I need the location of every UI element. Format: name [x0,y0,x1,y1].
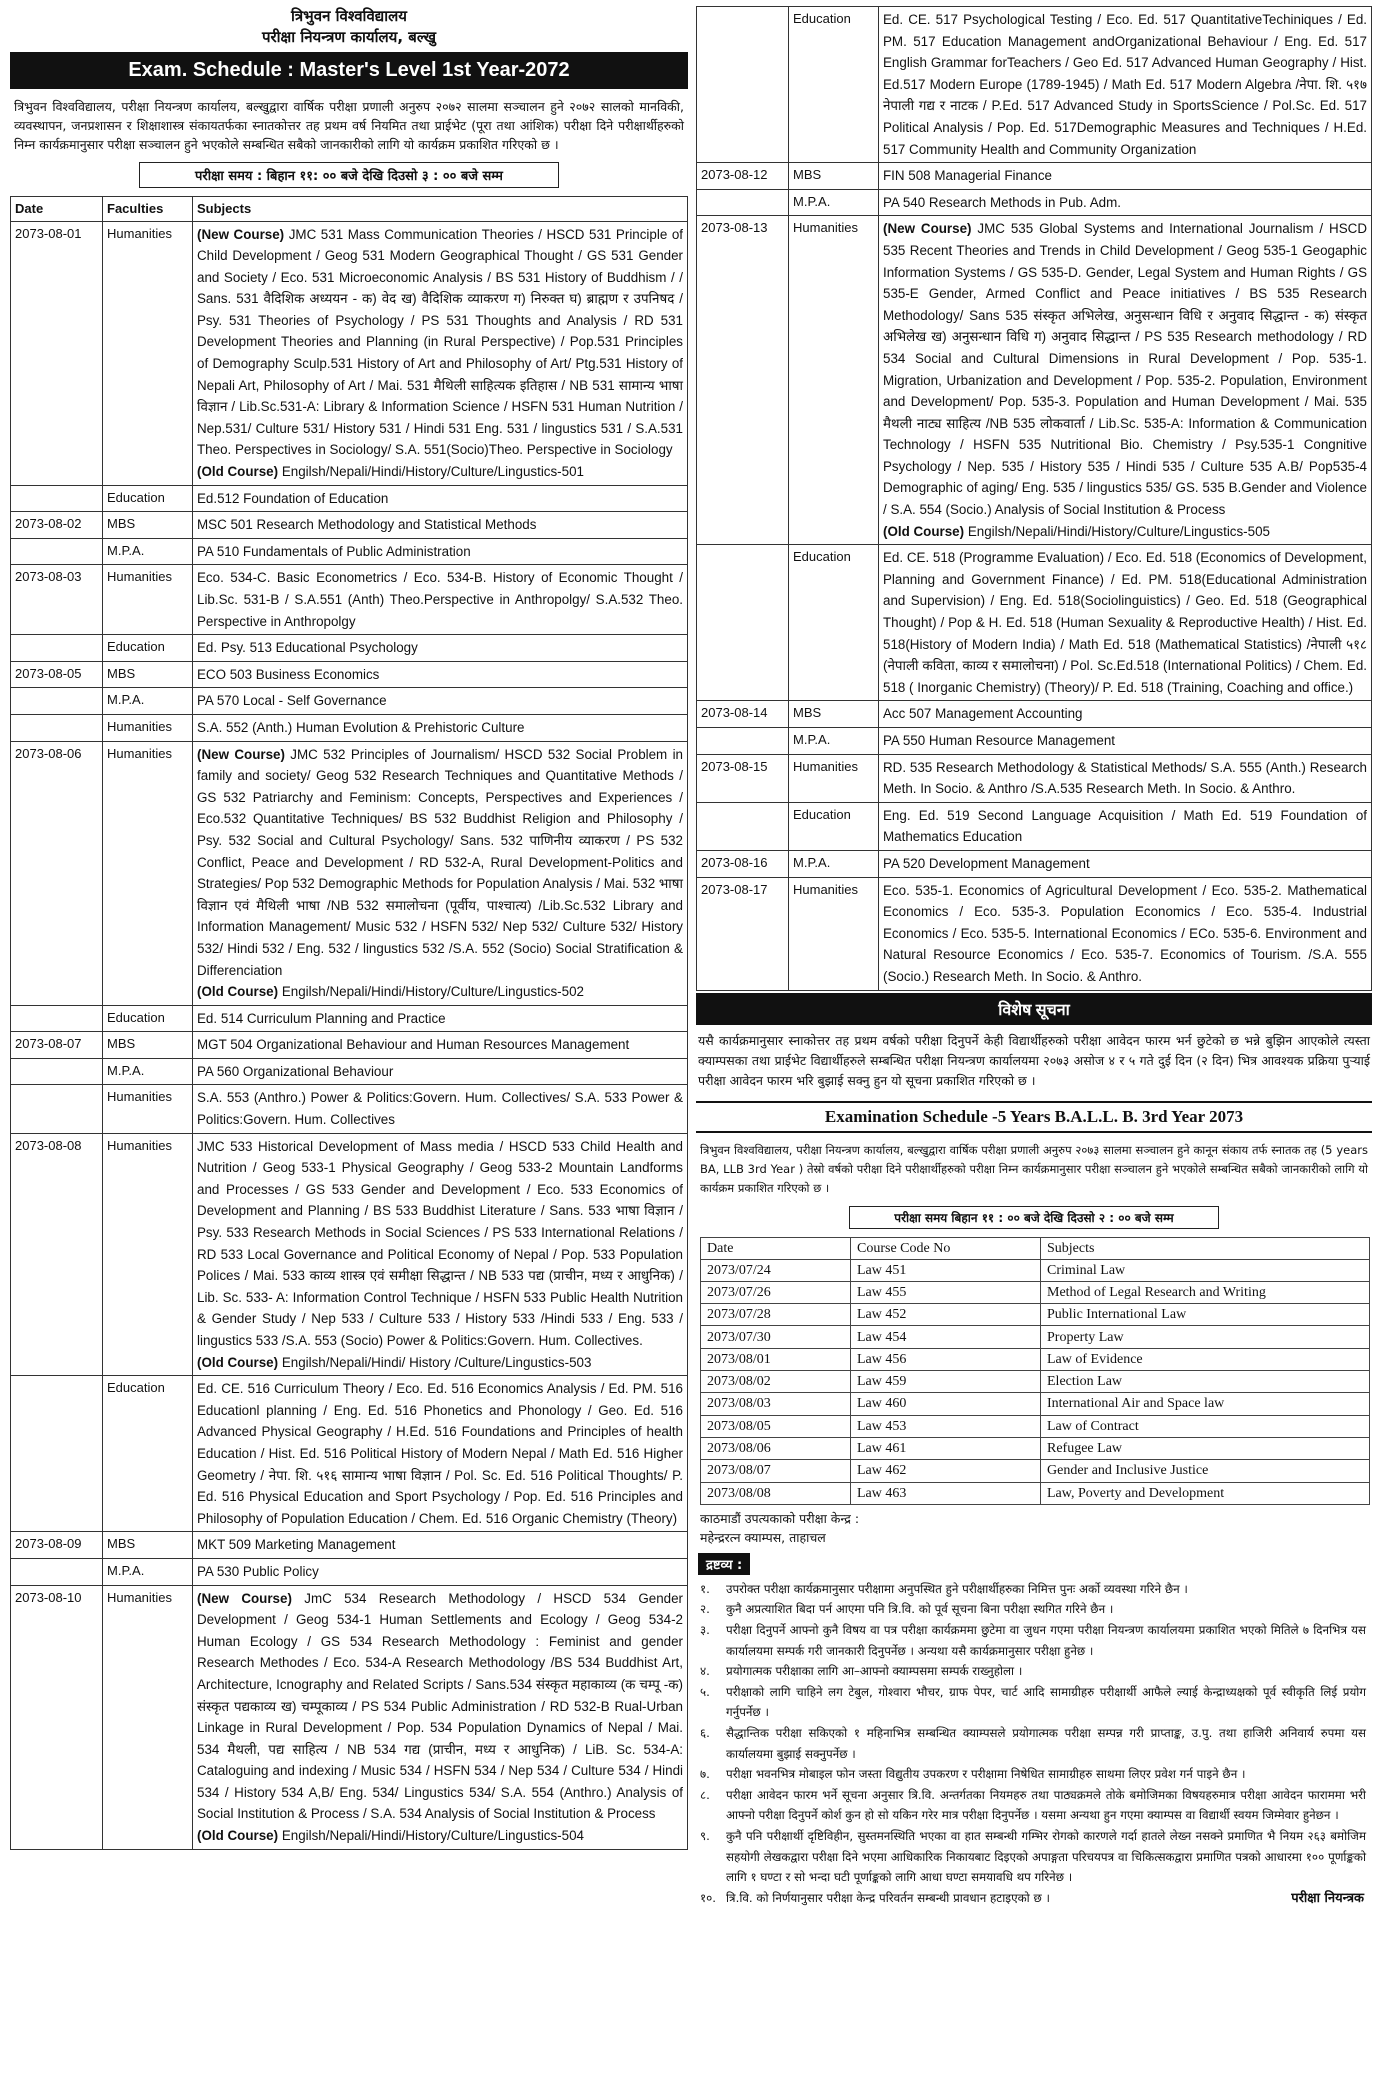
law-date: 2073/08/07 [701,1460,851,1482]
row-faculty: Education [103,485,193,512]
row-faculty: MBS [789,163,879,190]
row-faculty: Humanities [103,565,193,635]
row-date: 2073-08-06 [11,741,103,1005]
row-faculty: Education [789,545,879,701]
row-subjects [879,701,1372,728]
row-date [11,714,103,741]
law-code: Law 452 [851,1304,1041,1326]
law-row [701,1415,1370,1437]
law-row [701,1460,1370,1482]
row-faculty: M.P.A. [789,850,879,877]
law-row [701,1371,1370,1393]
row-faculty: MBS [103,1532,193,1559]
row-subjects [193,1005,688,1032]
table-row [11,714,688,741]
law-date: 2073/08/05 [701,1415,851,1437]
subject-text: PA 530 Public Policy [197,1563,319,1579]
table-row [697,850,1372,877]
row-date [697,7,789,163]
subject-text: PA 520 Development Management [883,855,1090,871]
table-row [11,538,688,565]
note-item [696,1888,1372,1909]
course-tag: (New Course) [197,226,285,242]
row-subjects [193,1585,688,1849]
subject-text: Engilsh/Nepali/Hindi/History/Culture/Lingustics-504 [278,1828,584,1844]
table-row [697,728,1372,755]
subject-text: Ed. Psy. 513 Educational Psychology [197,640,418,656]
law-date: 2073/08/01 [701,1348,851,1370]
row-faculty: M.P.A. [789,728,879,755]
row-date [697,189,789,216]
law-schedule-table [700,1237,1370,1505]
law-subject: Election Law [1041,1371,1370,1393]
law-subject: Criminal Law [1041,1259,1370,1281]
law-date: 2073/07/24 [701,1259,851,1281]
law-code: Law 454 [851,1326,1041,1348]
table-row [11,688,688,715]
subject-text: PA 540 Research Methods in Pub. Adm. [883,194,1121,210]
subject-text: RD. 535 Research Methodology & Statistical Methods/ S.A. 555 (Anth.) Research Meth. In Socio. & Anthro /S.A.535 Research Meth. In Socio. & Anthro. [883,759,1367,797]
table-row [697,216,1372,545]
note-text: परीक्षा भवनभित्र मोबाइल फोन जस्ता विद्युतीय उपकरण र परीक्षामा निषेधित सामाग्रीहरु साथमा लिएर प्रवेश गर्न पाइने छैन । [726,1767,1246,1782]
row-date [11,1558,103,1585]
table-row [11,565,688,635]
row-date [697,802,789,850]
table-row [11,1133,688,1376]
row-date: 2073-08-09 [11,1532,103,1559]
note-item [696,1599,1372,1620]
table-header-row [11,197,688,222]
law-header-code: Course Code No [851,1237,1041,1259]
note-item [696,1785,1372,1826]
law-code: Law 459 [851,1371,1041,1393]
row-faculty: M.P.A. [103,1058,193,1085]
row-faculty: Humanities [103,1133,193,1376]
right-column [696,6,1372,1906]
subject-text: FIN 508 Managerial Finance [883,168,1052,184]
row-subjects [193,635,688,662]
subject-text: Eco. 534-C. Basic Econometrics / Eco. 534-B. History of Economic Thought / Lib.Sc. 531-B / S.A.551 (Anth) Theo.Perspective in Anthropolgy/ S.A.532 Theo. Perspective in Anthropolgy [197,570,683,629]
subject-text: Acc 507 Management Accounting [883,706,1083,722]
exam-centre [696,1505,1372,1551]
header-subjects: Subjects [193,197,688,222]
note-number: ७. [700,1767,710,1782]
row-date: 2073-08-15 [697,754,789,802]
row-faculty: Humanities [103,221,193,485]
row-subjects [193,688,688,715]
subject-text: MGT 504 Organizational Behaviour and Human Resources Management [197,1037,630,1053]
law-subject: Refugee Law [1041,1437,1370,1459]
row-subjects [879,728,1372,755]
university-name: त्रिभुवन विश्वविद्यालय [291,7,407,25]
table-row [697,189,1372,216]
row-faculty: Humanities [103,1085,193,1133]
subject-text: S.A. 552 (Anth.) Human Evolution & Prehistoric Culture [197,719,525,735]
note-item [696,1826,1372,1888]
note-item [696,1764,1372,1785]
course-tag: (Old Course) [883,523,965,539]
law-row [701,1281,1370,1303]
row-subjects [193,1558,688,1585]
row-faculty: M.P.A. [103,538,193,565]
row-faculty: MBS [103,1032,193,1059]
row-date: 2073-08-17 [697,877,789,990]
row-faculty: Education [789,802,879,850]
note-text: सैद्धान्तिक परीक्षा सकिएको १ महिनाभित्र सम्बन्धित क्याम्पसले प्रयोगात्मक परीक्षा सम्पन्न गरी प्राप्ताङ्क, उ.पु. तथा हाजिरी अनिवार्य रुपमा यस कार्यालयमा बुझाई सक्नुपर्नेछ । [726,1725,1366,1761]
subject-text: Ed. 514 Curriculum Planning and Practice [197,1010,446,1026]
table-row [11,1085,688,1133]
course-tag: (Old Course) [197,464,279,480]
table-row [697,701,1372,728]
row-subjects [193,661,688,688]
note-number: १०. [700,1890,717,1905]
note-number: ५. [700,1684,710,1699]
special-notice-text: यसै कार्यक्रमानुसार स्नाकोत्तर तह प्रथम वर्षको परीक्षा दिनुपर्ने केही विद्यार्थीहरुको परीक्षा आवेदन फारम भर्न छुटेको छ भन्ने बुझिन आएकोले त्यस्ता क्याम्पसका तथा प्राईभेट विद्यार्थीहरुले सम्बन्धित परीक्षा नियन्त्रण कार्यालयमा २०७३ असोज ४ र ५ गते दुई दिन (२ दिन) भित्र आवश्यक प्रक्रिया पुऱ्याई परीक्षा आवेदन फारम भरि बुझाई सक्नु हुन यो सूचना प्रकाशित गरिएको छ । [698,1032,1370,1088]
law-row [701,1393,1370,1415]
note-number: ६. [700,1725,710,1740]
exam-centre-value: महेन्द्ररत्न क्याम्पस, ताहाचल [700,1529,826,1545]
row-faculty: Humanities [103,741,193,1005]
table-row [11,512,688,539]
table-row [697,7,1372,163]
row-date: 2073-08-02 [11,512,103,539]
row-faculty: MBS [789,701,879,728]
note-item [696,1661,1372,1682]
row-subjects [193,741,688,1005]
subject-text: Engilsh/Nepali/Hindi/History/Culture/Lingustics-501 [278,464,584,480]
row-subjects [879,802,1372,850]
table-row [11,1585,688,1849]
row-subjects [193,1032,688,1059]
table-row [697,877,1372,990]
law-schedule-body [701,1259,1370,1504]
row-subjects [193,1058,688,1085]
special-notice-title: विशेष सूचना [696,993,1372,1025]
row-date: 2073-08-12 [697,163,789,190]
row-date: 2073-08-08 [11,1133,103,1376]
table-row [11,1532,688,1559]
note-text: परीक्षा दिनुपर्ने आफ्नो कुनै विषय वा पत्र परीक्षा कार्यक्रममा छुटेमा वा जुधन गएमा परीक्षा नियन्त्रण कार्यालयमा प्रकाशित भएको मितिले ७ दिनभित्र यस कार्यालयमा सम्पर्क गरी जानकारी दिनुपर्नेछ । अन्यथा यसै कार्यक्रमानुसार परीक्षा हुनेछ । [726,1622,1366,1658]
left-column [10,6,688,1850]
row-faculty: Education [789,7,879,163]
schedule-table-left [10,196,688,1850]
intro-paragraph: त्रिभुवन विश्वविद्यालय, परीक्षा नियन्त्रण कार्यालय, बल्खुद्वारा वार्षिक परीक्षा प्रणाली अनुरुप २०७२ सालमा सञ्चालन हुने २०७२ सालको मानविकी, व्यवस्थापन, जनप्रशासन र शिक्षाशास्त्र संकायतर्फका स्नातकोत्तर तह प्रथम वर्ष नियमित तथा प्राईभेट (पूरा तथा आंशिक) परीक्षा दिने परीक्षार्थीहरुको निम्न कार्यक्रमानुसार परीक्षा सञ्चालन हुने भएकोले सम्बन्धित सबैको जानकारीको लागि यो कार्यक्रम प्रकाशित गरिएको छ । [14,99,684,152]
note-number: ८. [700,1787,710,1802]
row-date [697,545,789,701]
subject-text: ECO 503 Business Economics [197,666,380,682]
subject-text: MSC 501 Research Methodology and Statistical Methods [197,517,537,533]
subject-text: Eng. Ed. 519 Second Language Acquisition / Math Ed. 519 Foundation of Mathematics Education [883,807,1367,845]
schedule-body-right [697,7,1372,991]
law-code: Law 451 [851,1259,1041,1281]
row-subjects [879,877,1372,990]
table-row [11,1058,688,1085]
row-date: 2073-08-16 [697,850,789,877]
row-subjects [193,512,688,539]
course-tag: (Old Course) [197,984,279,1000]
notes-title: द्रष्टव्य : [698,1553,750,1575]
row-subjects [193,1376,688,1532]
law-row [701,1326,1370,1348]
row-faculty: M.P.A. [789,189,879,216]
course-tag: (New Course) [883,221,972,237]
table-row [11,1032,688,1059]
note-text: उपरोक्त परीक्षा कार्यक्रमानुसार परीक्षामा अनुपस्थित हुने परीक्षार्थीहरुका निमित्त पुनः अर्को व्यवस्था गरिने छैन । [726,1581,1188,1596]
note-number: १. [700,1581,710,1596]
row-subjects [193,221,688,485]
row-date: 2073-08-07 [11,1032,103,1059]
table-row [11,1376,688,1532]
law-header-subjects: Subjects [1041,1237,1370,1259]
table-row [11,221,688,485]
row-faculty: Education [103,635,193,662]
subject-text: JMC 533 Historical Development of Mass media / HSCD 533 Child Health and Nutrition / Geog 533-1 Physical Geography / Geog 533-2 Mountain Landforms and Processes / GS 533 Gender and Development / Eco. 533 Economics of Development and Planning / BS 533 Buddhist Literature / Sans. 533 भाषा विज्ञान / Psy. 533 Research Methods in Social Sciences / PS 533 International Relations / RD 533 Local Governance and Political Economy of Nepal / Pop. 533 Population Polices / Mai. 533 काव्य शास्त्र एवं समीक्षा सिद्धान्त / NB 533 पद्य (प्राचीन, मध्य र आधुनिक) / Lib. Sc. 533- A: Information Control Technique / HSFN 533 Public Health Nutrition & Gender Study / Nep 533 / Culture 533 / History 533 /Hindi 533 / Eng. 533 / lingustics 533 /S.A. 553 (Socio) Power & Politics:Govern. Hum. Collectives. [197,1138,683,1348]
row-subjects [193,1085,688,1133]
law-code: Law 462 [851,1460,1041,1482]
law-date: 2073/08/02 [701,1371,851,1393]
table-row [11,741,688,1005]
row-faculty: Humanities [103,1585,193,1849]
law-date: 2073/08/08 [701,1482,851,1504]
table-row [697,545,1372,701]
note-item [696,1723,1372,1764]
table-row [697,163,1372,190]
row-subjects [193,1532,688,1559]
course-tag: (New Course) [197,746,285,762]
note-number: ३. [700,1622,710,1637]
row-subjects [879,850,1372,877]
note-number: २. [700,1602,710,1617]
row-subjects [879,7,1372,163]
row-date: 2073-08-14 [697,701,789,728]
subject-text: Ed. CE. 516 Curriculum Theory / Eco. Ed. 516 Economics Analysis / Ed. PM. 516 Educationl planning / Eng. Ed. 516 Phonetics and Phonology / Geo. Ed. 516 Advanced Physical Geography / H.Ed. 516 Foundations and Principles of health Education / Hist. Ed. 516 Political History of Modern Nepal / Math Ed. 516 Higher Geometry / नेपा. शि. ५१६ सामान्य भाषा विज्ञान / Pol. Sc. Ed. 516 Political Thoughts/ P. Ed. 516 Physical Education and Sport Psychology / Pop. Ed. 516 Principles and Philosophy of Population Education / Chem. Ed. 516 Organic Chemistry (Theory) [197,1381,683,1526]
row-date: 2073-08-13 [697,216,789,545]
row-faculty: M.P.A. [103,688,193,715]
subject-text: Eco. 535-1. Economics of Agricultural Development / Eco. 535-2. Mathematical Economics / Eco. 535-3. Population Economics / Eco. 535-4. Industrial Economics / Eco. 535-5. International Economics / ECo. 535-6. Environment and Natural Resource Economics / Eco. 535-7. Economics of Tourism. /S.A. 555 (Socio.) Research Meth. In Socio. & Anthro. [883,882,1367,984]
subject-text: Engilsh/Nepali/Hindi/History/Culture/Lingustics-505 [964,523,1270,539]
law-subject: Law of Evidence [1041,1348,1370,1370]
note-text: त्रि.वि. को निर्णयानुसार परीक्षा केन्द्र परिवर्तन सम्बन्धी प्रावधान हटाइएको छ । [726,1890,1050,1905]
course-tag: (Old Course) [197,1828,279,1844]
law-code: Law 456 [851,1348,1041,1370]
table-row [697,802,1372,850]
table-row [697,754,1372,802]
ballb-title-text: Examination Schedule -5 Years B.A.L.L. B. 3rd Year 2073 [824,1106,1244,1126]
row-subjects [193,538,688,565]
row-subjects [193,565,688,635]
subject-text: PA 560 Organizational Behaviour [197,1063,394,1079]
subject-text: S.A. 553 (Anthro.) Power & Politics:Govern. Hum. Collectives/ S.A. 533 Power & Politics:Govern. Hum. Collectives [197,1090,683,1128]
subject-text: JMC 532 Principles of Journalism/ HSCD 532 Social Problem in family and society/ Geog 532 Research Techniques and Quantitative Methods / GS 532 Patriarchy and Feminism: Concepts, Perspectives and Experiences / Eco.532 Quantitative Techniques/ BS 532 Buddhist Religion and Philosophy / Psy. 532 Social and Cultural Psychology/ Sans. 532 पाणिनीय व्याकरण / PS 532 Conflict, Peace and Development / RD 532-A, Rural Development-Politics and Strategies/ Pop 532 Demographic Methods for Population Analysis / Mai. 532 भाषा विज्ञान एवं मैथिली भाषा /NB 532 समालोचना (पूर्वीय, पाश्चात्य) /Lib.Sc.532 Library and Information Management/ Music 532 / HSFN 532/ Nep 532/ Culture 532/ History 532/ Hindi 532 / Eng. 532 / lingustics 532 /S.A. 552 (Socio) Social Stratification & Differenciation [197,746,683,978]
subject-text: JMC 535 Global Systems and International Journalism / HSCD 535 Recent Theories and Trends in Child Development / Geog 535-1 Geogaphic Information Systems / GS 535-D. Gender, Legal System and Human Rights / GS 535-E Gender, Armed Conflict and Peace initiatives / BS 535 Research Methodology/ Sans 535 संस्कृत अभिलेख, अनुसन्धान विधि र अनुवाद सिद्धान्त - क) संस्कृत अभिलेख ख) अनुसन्धान विधि ग) अनुवाद सिद्धान्त / PS 535 Research methodology / RD 534 Social and Cultural Dimensions in Rural Development / Pop. 535-1. Migration, Urbanization and Development / Pop. 535-2. Population, Environment and Development/ Pop. 535-3. Population and Human Development / Mai. 535 मैथली नाट्य साहित्य /NB 535 लोकवार्ता / Lib.Sc. 535-A: Information & Communication Technology / HSFN 535 Nutritional Bio. Chemistry / Psy.535-1 Congnitive Psychology / Nep. 535 / History 535 / Hindi 535 / Culture 535 A.B/ Pop535-4 Demographic of aging/ Eng. 535 / lingustics 535/ GS. 535 B.Gender and Violence / S.A. 554 (Socio.) Analysis of Social Institution & Process [883,221,1367,518]
header-date: Date [11,197,103,222]
ballb-title [696,1101,1372,1133]
table-row [11,661,688,688]
row-faculty: MBS [103,512,193,539]
table-row [11,1558,688,1585]
subject-text: PA 550 Human Resource Management [883,733,1115,748]
law-date: 2073/08/03 [701,1393,851,1415]
law-header-date: Date [701,1237,851,1259]
law-date: 2073/07/30 [701,1326,851,1348]
subject-text: Engilsh/Nepali/Hindi/ History /Culture/Lingustics-503 [278,1354,592,1370]
law-row [701,1259,1370,1281]
signature: परीक्षा नियन्त्रक [1291,1891,1364,1907]
row-faculty: Humanities [789,754,879,802]
row-date [11,538,103,565]
row-subjects [879,754,1372,802]
law-row [701,1437,1370,1459]
subject-text: Ed. CE. 518 (Programme Evaluation) / Eco. Ed. 518 (Economics of Development, Planning and Government Finance) / Ed. PM. 518(Educational Administration and Supervision) / Eng. Ed. 518(Sociolinguistics) / Geo. Ed. 518 (Geographical Thought) / Pop & H. Ed. 518 (Human Sexuality & Reproductive Health) / Hist. Ed. 518(History of Modern India) / Math Ed. 518 (Mathematical Statistics) /नेपाली ५१८ (नेपाली कविता, काव्य र समालोचना) / Pol. Sc.Ed.518 (International Politics) / Chem. Ed. 518 ( Inorganic Chemistry) (Theory)/ P. Ed. 518 (Training, Coaching and office.) [883,550,1367,695]
row-subjects [879,216,1372,545]
law-row [701,1304,1370,1326]
law-subject: Gender and Inclusive Justice [1041,1460,1370,1482]
note-number: ४. [700,1664,710,1679]
subject-text: PA 510 Fundamentals of Public Administration [197,543,471,559]
note-text: कुनै पनि परीक्षार्थी दृष्टिविहीन, सुस्तमनस्थिति भएका वा हात सम्बन्धी गम्भिर रोगको कारणले गर्दा हातले लेख्न नसक्ने प्रमाणित भै नियम २६३ बमोजिम सहयोगी लेखकद्वारा परीक्षा दिने भएमा आधिकारिक निकायबाट दिइएको अपाङ्गता परिचयपत्र वा चिकित्सकद्वारा प्रमाणित पत्रको आधारमा १०० पूर्णाङ्कको लागि १ घण्टा र सो भन्दा घटी पूर्णाङ्कको लागि आधा घण्टा समयावधि थप गरिनेछ । [726,1828,1366,1885]
row-faculty: Humanities [103,714,193,741]
law-header-row [701,1237,1370,1259]
law-subject: Property Law [1041,1326,1370,1348]
row-subjects [193,485,688,512]
law-code: Law 455 [851,1281,1041,1303]
schedule-body-left [11,221,688,1849]
exam-centre-label: काठमाडौं उपत्यकाको परीक्षा केन्द्र : [700,1510,860,1526]
row-faculty: Humanities [789,216,879,545]
law-code: Law 461 [851,1437,1041,1459]
row-date: 2073-08-05 [11,661,103,688]
law-subject: Public International Law [1041,1304,1370,1326]
note-number: ९. [700,1828,710,1843]
row-date [697,728,789,755]
note-text: प्रयोगात्मक परीक्षाका लागि आ–आफ्नो क्याम्पसमा सम्पर्क राख्नुहोला । [726,1664,1023,1679]
subject-text: JmC 534 Research Methodology / HSCD 534 Gender Development / Geog 534-1 Human Settlements and Ecology / Geog 534-2 Human Ecology / GS 534 Research Methodology : Feminist and gender Research Methodes / Eco. 534-A Research Methodology /BS 534 Buddhist Art, Architecture, Icnography and Related Scripts / Sans.534 संस्कृत महाकाव्य (क चम्पू -क) संस्कृत पद्यकाव्य ख) चम्पूकाव्य / PS 534 Public Administration / RD 532-B Rual-Urban Linkage in Rural Development / Pop. 534 Population Dynamics of Nepal / Mai. 534 मैथली, पद्य साहित्य / NB 534 गद्य (प्राचीन, मध्य र आधुनिक) / LiB. Sc. 534-A: Cataloguing and indexing / Music 534 / HSFN 534 / Nep 534 / Culture 534 / Hindi 534 / History 534 A,B/ Eng. 534/ Lingustics 534/ S.A. 554 (Anthro.) Analysis of Social Institution & Process / S.A. 534 Analysis of Social Institution & Process [197,1590,684,1822]
note-text: परीक्षाको लागि चाहिने लग टेबुल, गोश्वारा भौचर, ग्राफ पेपर, चार्ट आदि सामाग्रीहरु परीक्षार्थी आफैले ल्याई केन्द्राध्यक्षको पूर्व स्वीकृति लिई प्रयोग गर्नुपर्नेछ । [726,1684,1366,1720]
law-subject: Law, Poverty and Development [1041,1482,1370,1504]
row-faculty: M.P.A. [103,1558,193,1585]
law-subject: Law of Contract [1041,1415,1370,1437]
law-code: Law 460 [851,1393,1041,1415]
note-text: कुनै अप्रत्याशित बिदा पर्न आएमा पनि त्रि.वि. को पूर्व सूचना बिना परीक्षा स्थगित गरिने छैन । [726,1602,1114,1617]
schedule-table-right [696,6,1372,991]
subject-text: JMC 531 Mass Communication Theories / HSCD 531 Principle of Child Development / Geog 531 Modern Geographical Thought / GS 531 Gender and Society / Eco. 531 Microeconomic Analysis / BS 531 History of Buddhism / / Sans. 531 वैदिशिक अध्ययन - क) वेद ख) वैदिशिक व्याकरण ग) निरुक्त घ) ब्राह्मण र उपनिषद / Psy. 531 Theories of Psychology / PS 531 Thoughts and Analysis / RD 531 Development Theories and Planning (in Rural Perspective) / Pop.531 Principles of Demography Sculp.531 History of Art and Philosophy of Art/ Ptg.531 History of Nepali Art, Philosophy of Art / Mai. 531 मैथिली साहित्यक इतिहास / NB 531 सामान्य भाषा विज्ञान / Lib.Sc.531-A: Library & Information Science / HSFN 531 Human Nutrition / Nep.531/ Culture 531/ History 531 / Hindi 531 Eng. 531 / lingustics 531 / S.A.531 Theo. Perspectives in Sociology/ S.A. 551(Socio)Theo. Perspective in Sociology [197,226,684,458]
header-faculties: Faculties [103,197,193,222]
row-date [11,1005,103,1032]
row-date [11,485,103,512]
law-row [701,1348,1370,1370]
law-row [701,1482,1370,1504]
row-faculty: Education [103,1005,193,1032]
row-subjects [879,545,1372,701]
law-subject: International Air and Space law [1041,1393,1370,1415]
subject-text: PA 570 Local - Self Governance [197,693,387,709]
course-tag: (Old Course) [197,1354,279,1370]
row-date: 2073-08-10 [11,1585,103,1849]
row-subjects [193,1133,688,1376]
law-date: 2073/07/28 [701,1304,851,1326]
notes-list [696,1579,1372,1909]
note-text: परीक्षा आवेदन फारम भर्ने सूचना अनुसार त्रि.वि. अन्तर्गतका नियमहरु तथा पाठ्यक्रमले तोके बमोजिमका विषयहरुमात्र परीक्षा आवेदन फाराममा भरी आफ्नो परीक्षा दिनुपर्ने कोर्श कुन हो सो यकिन गरेर मात्र परीक्षा दिनुपर्नेछ । यसमा अन्यथा हुन गएमा क्याम्पस वा विद्यार्थी स्वयम जिम्मेवार हुनेछन । [726,1787,1366,1823]
row-subjects [879,163,1372,190]
table-row [11,485,688,512]
note-item [696,1579,1372,1600]
law-subject: Method of Legal Research and Writing [1041,1281,1370,1303]
ballb-intro: त्रिभुवन विश्वविद्यालय, परीक्षा नियन्त्रण कार्यालय, बल्खुद्वारा वार्षिक परीक्षा प्रणाली अनुरुप २०७३ सालमा सञ्चालन हुने कानून संकाय तर्फ स्नातक तह (5 years BA, LLB 3rd Year ) तेस्रो वर्षको परीक्षा दिने परीक्षार्थीहरुको परीक्षा निम्न कार्यक्रमानुसार परीक्षा सञ्चालन हुने भएकोले सम्बन्धित सबैको जानकारीको लागि यो कार्यक्रम प्रकाशित गरिएको छ । [700,1142,1368,1195]
subject-text: Ed.512 Foundation of Education [197,490,389,506]
course-tag: (New Course) [197,1590,292,1606]
row-subjects [879,189,1372,216]
row-date [11,635,103,662]
subject-text: Engilsh/Nepali/Hindi/History/Culture/Lingustics-502 [278,984,584,1000]
note-item [696,1682,1372,1723]
law-date: 2073/07/26 [701,1281,851,1303]
row-faculty: Humanities [789,877,879,990]
note-item [696,1620,1372,1661]
law-code: Law 453 [851,1415,1041,1437]
office-name: परीक्षा नियन्त्रण कार्यालय, बल्खु [261,28,437,46]
row-date [11,1376,103,1532]
exam-time-box: परीक्षा समय : बिहान ११: ०० बजे देखि दिउसो ३ : ०० बजे सम्म [139,162,559,188]
row-date: 2073-08-01 [11,221,103,485]
subject-text: MKT 509 Marketing Management [197,1537,396,1553]
table-row [11,1005,688,1032]
ballb-time-box: परीक्षा समय बिहान ११ : ०० बजे देखि दिउसो २ : ०० बजे सम्म [849,1206,1219,1229]
row-faculty: Education [103,1376,193,1532]
table-row [11,635,688,662]
row-date: 2073-08-03 [11,565,103,635]
row-date [11,1085,103,1133]
row-date [11,1058,103,1085]
row-date [11,688,103,715]
row-subjects [193,714,688,741]
law-code: Law 463 [851,1482,1041,1504]
row-faculty: MBS [103,661,193,688]
subject-text: Ed. CE. 517 Psychological Testing / Eco. Ed. 517 QuantitativeTechiniques / Ed. PM. 517 Education Management andOrganizational Behaviour / Eng. Ed. 517 English Grammar forTeachers / Geo Ed. 517 Advanced Human Geography / Hist. Ed.517 Modern Europe (1789-1945) / Math Ed. 517 Modern Algebra /नेपा. शि. ५१७ नेपाली गद्य र नाटक / P.Ed. 517 Advanced Study in SportsScience / Pol.Sc. Ed. 517 Political Analysis / Pop. Ed. 517Demographic Measures and Techniques / H.Ed. 517 Community Health and Community Organization [883,12,1367,157]
law-date: 2073/08/06 [701,1437,851,1459]
schedule-banner: Exam. Schedule : Master's Level 1st Year-2072 [10,52,688,89]
